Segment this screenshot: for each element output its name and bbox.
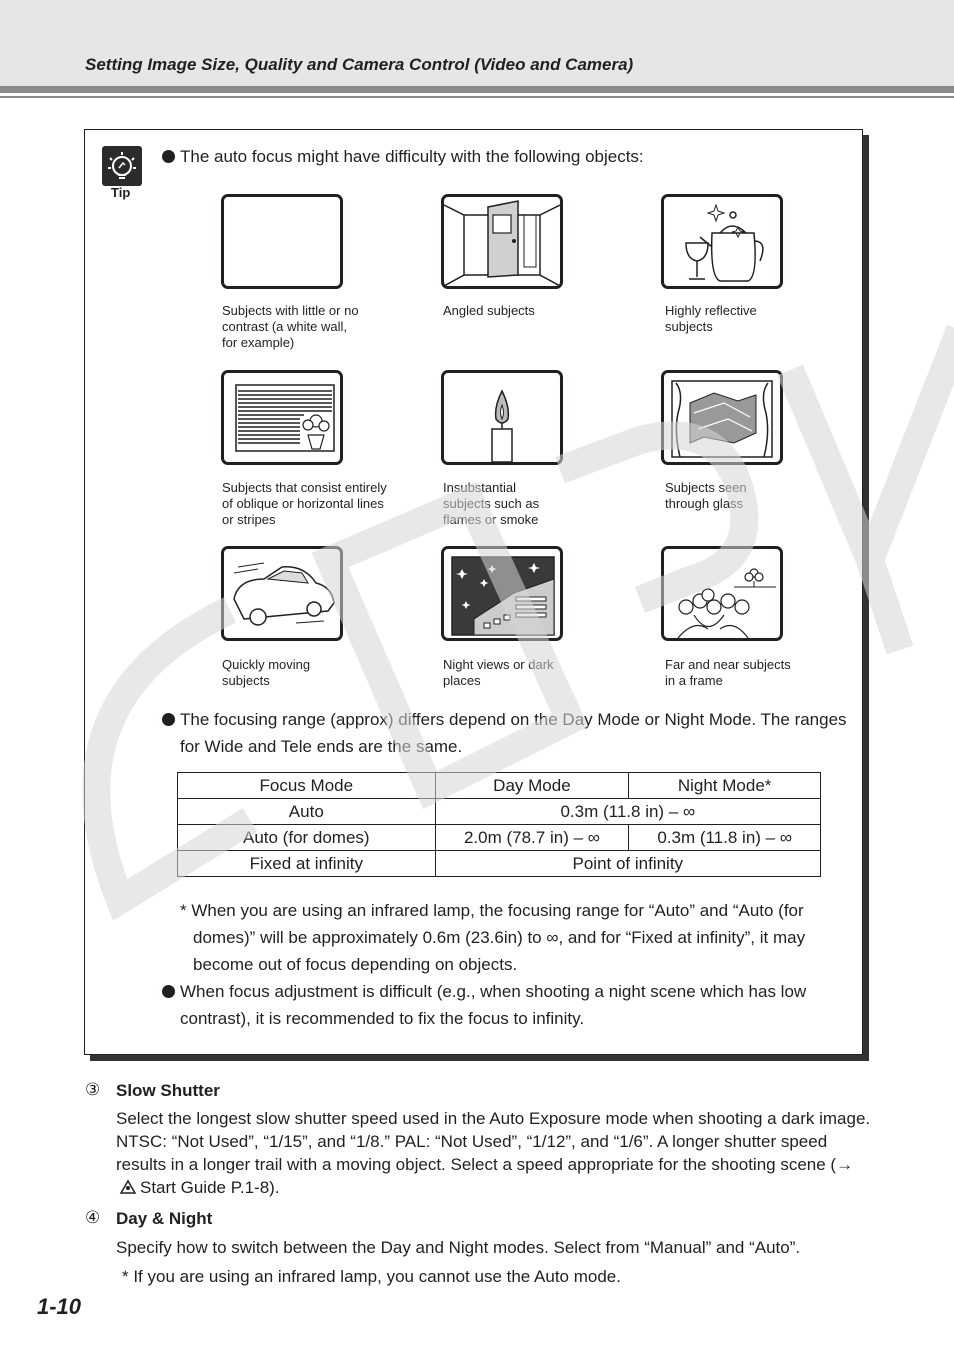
caption-glass: Subjects seen through glass [665,480,747,511]
start-guide-icon [119,1178,137,1194]
bullet-icon [162,150,175,163]
thumb-low-contrast [221,194,343,289]
focus-advice-paragraph [162,978,862,1032]
section-title-slow-shutter: Slow Shutter [116,1081,220,1100]
table-cell-mode: Auto [178,799,436,825]
thumb-stripes [221,370,343,465]
thumb-night-view [441,546,563,641]
table-cell-range: 0.3m (11.8 in) – ∞ [435,799,820,825]
section-number: ④ [85,1208,101,1227]
thumb-angled [441,194,563,289]
thumb-moving-car [221,546,343,641]
slow-shutter-body [116,1107,873,1199]
table-cell-night: 0.3m (11.8 in) – ∞ [629,825,821,851]
thumb-flame [441,370,563,465]
section-title-day-night: Day & Night [116,1209,213,1228]
tip-label: Tip [111,185,131,200]
slow-shutter-ref-prefix: scene (→ [780,1155,854,1174]
page-number: 1-10 [37,1294,82,1319]
caption-angled: Angled subjects [443,303,535,318]
day-night-body: Specify how to switch between the Day and Night modes. Select from “Manual” and “Auto”. [116,1238,801,1257]
infrared-footnote: * When you are using an infrared lamp, the focusing range for “Auto” and “Auto (for domes)” will be approximately 0.6m (23.6in) to ∞, and for “Fixed at infinity”, it may become out of focus depending on objects. [180,901,806,974]
caption-reflective: Highly reflective subjects [665,303,757,334]
header-rule-thick [0,86,954,93]
caption-far-near: Far and near subjects in a frame [665,657,791,688]
table-cell-range: Point of infinity [435,851,820,877]
table-cell-day: 2.0m (78.7 in) – ∞ [435,825,629,851]
caption-stripes: Subjects that consist entirely of oblique or horizontal lines or stripes [222,480,387,527]
table-row [178,825,821,851]
focus-advice-text: When focus adjustment is difficult (e.g., when shooting a night scene which has low contrast), it is recommended to fix the focus to infinity. [180,982,807,1028]
caption-flame: Insubstantial subjects such as flames or smoke [443,480,540,527]
slow-shutter-body-text: Select the longest slow shutter speed used in the Auto Exposure mode when shooting a dark image. NTSC: “Not Used”, “1/15”, and “1/8.” PAL: “Not Used”, “1/12”, and “1/6”. A longer shutter speed results in a longer trail with a moving object. Select a speed appropriate for the shooting [116,1109,871,1174]
bullet-icon [162,985,175,998]
bullet-icon [162,713,175,726]
focusing-range-text: The focusing range (approx) differs depend on the Day Mode or Night Mode. The ranges for Wide and Tele ends are the same. [180,710,847,756]
day-night-note: * If you are using an infrared lamp, you cannot use the Auto mode. [122,1267,621,1286]
tip-intro-text: The auto focus might have difficulty with the following objects: [180,147,644,166]
tip-lightbulb-icon [102,146,142,186]
focus-range-table [177,772,821,877]
page-header-title: Setting Image Size, Quality and Camera Control (Video and Camera) [85,55,634,74]
table-row [178,851,821,877]
table-row [178,799,821,825]
caption-night: Night views or dark places [443,657,554,688]
table-cell-mode: Auto (for domes) [178,825,436,851]
table-header-cell: Day Mode [435,773,629,799]
slow-shutter-ref-suffix: Start Guide P.1-8). [140,1178,280,1197]
caption-low-contrast: Subjects with little or no contrast (a white wall, for example) [222,303,359,350]
thumb-reflective [661,194,783,289]
table-header-cell: Focus Mode [178,773,436,799]
table-cell-mode: Fixed at infinity [178,851,436,877]
table-header-row [178,773,821,799]
table-header-cell: Night Mode* [629,773,821,799]
caption-moving: Quickly moving subjects [222,657,311,688]
thumb-far-near [661,546,783,641]
focusing-range-paragraph [162,706,870,760]
tip-intro [162,143,644,170]
thumb-glass [661,370,783,465]
header-rule-thin [0,96,954,98]
section-number: ③ [85,1080,101,1099]
